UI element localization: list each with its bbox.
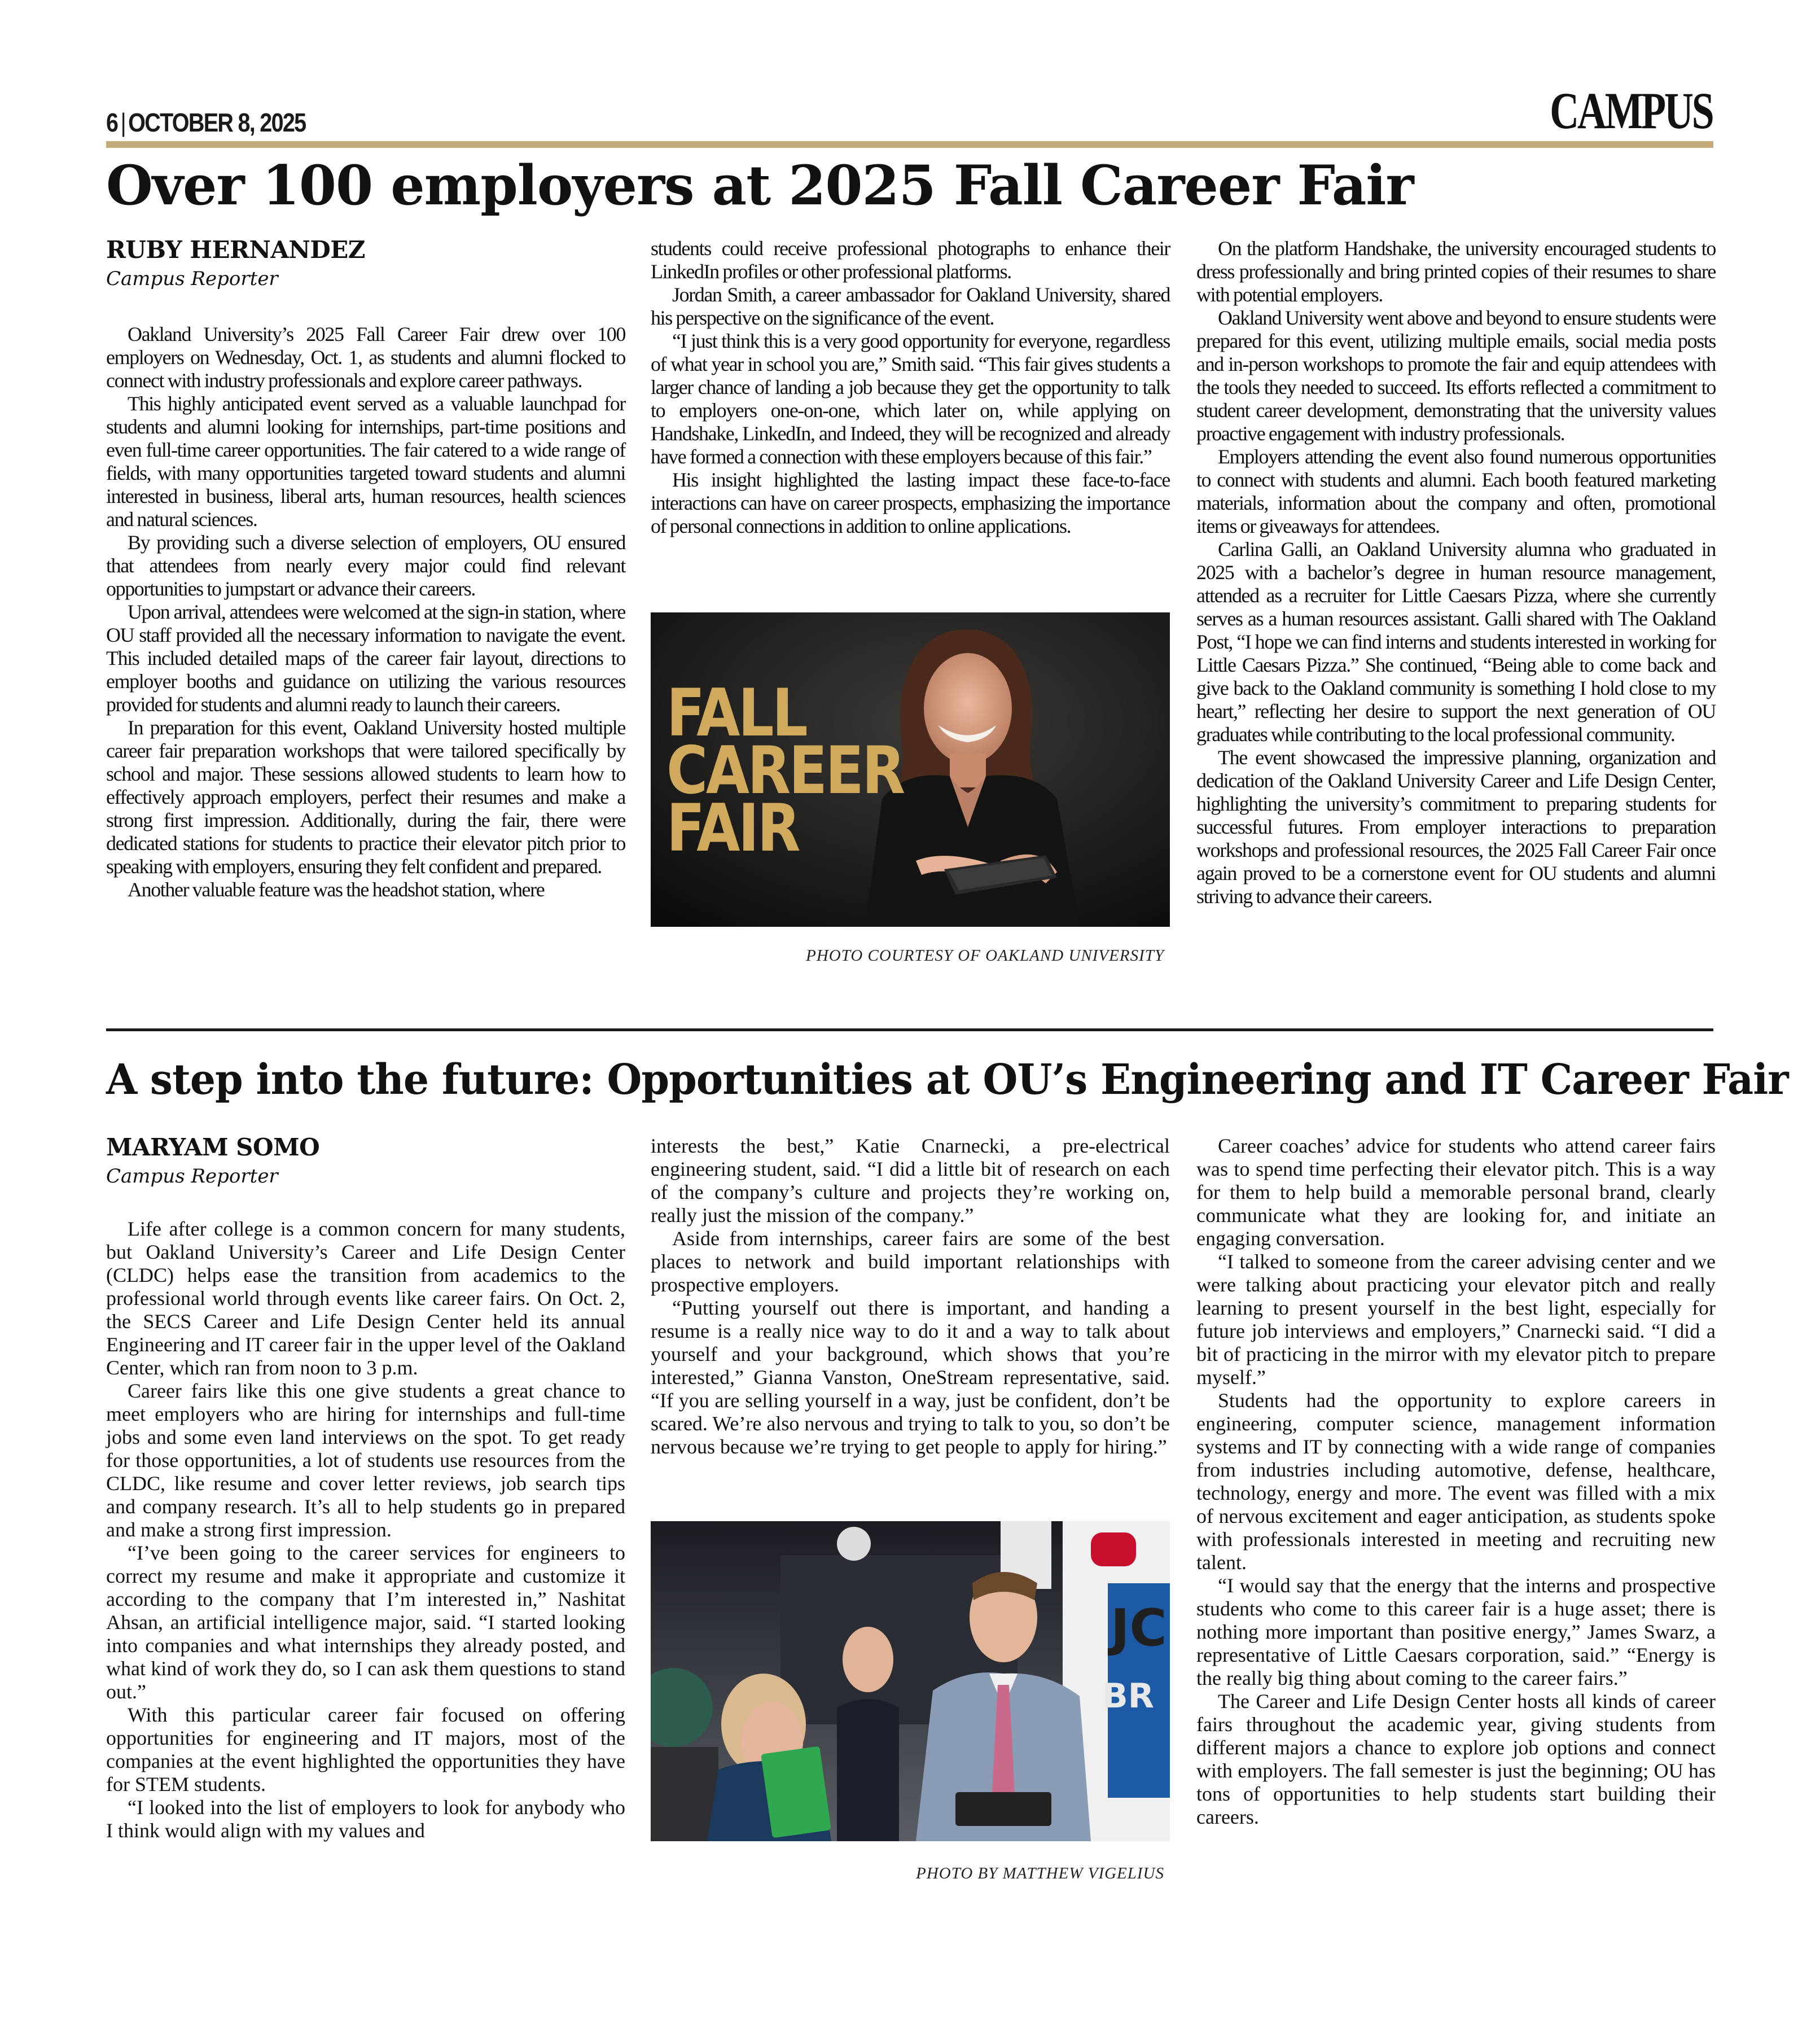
sign-line: CAREER bbox=[666, 733, 904, 809]
paragraph: Carlina Galli, an Oakland University alumna who graduated in 2025 with a bachelor’s degree in human resource management, attended as a recruiter for Little Caesars Pizza, where she currently serves as a human resources assistant. Galli shared with The Oakland Post, “I hope we can find interns and students interested in working for Little Caesars Pizza.” She continued, “Being able to come back and give back to the Oakland community is something I hold close to my heart,” reflecting her desire to support the next generation of OU graduates while contributing to the local professional community. bbox=[1196, 538, 1716, 746]
article2-column-1 bbox=[106, 1218, 625, 1842]
paragraph: By providing such a diverse selection of employers, OU ensured that attendees from nearly every major could find relevant opportunities to jumpstart or advance their careers. bbox=[106, 531, 625, 600]
article1-headline: Over 100 employers at 2025 Fall Career Fair bbox=[106, 154, 1414, 217]
paragraph: Oakland University went above and beyond to ensure students were prepared for this event, utilizing multiple emails, social media posts and in-person workshops to promote the fair and equip attendees with the tools they needed to succeed. Its efforts reflected a commitment to student career development, demonstrating that the university values proactive engagement with industry professionals. bbox=[1196, 306, 1716, 445]
page-number: 6 bbox=[106, 108, 118, 137]
paragraph: “Putting yourself out there is important, and handing a resume is a really nice way to do it and a way to talk about yourself and your background, which shows that you’re interested,” Gianna Vanston, OneStream representative, said. “If you are selling yourself in a way, just be confident, don’t be scared. We’re also nervous and trying to talk to you, so don’t be nervous because we’re trying to get people to apply for hiring.” bbox=[651, 1297, 1170, 1458]
sign-line: FAIR bbox=[666, 790, 799, 866]
svg-text:JC: JC bbox=[1111, 1599, 1167, 1658]
paragraph: Jordan Smith, a career ambassador for Oakland University, shared his perspective on the significance of the event. bbox=[651, 283, 1170, 329]
paragraph: Upon arrival, attendees were welcomed at the sign-in station, where OU staff provided all the necessary information to navigate the event. This included detailed maps of the career fair layout, directions to employer booths and guidance on utilizing the various resources provided for students and alumni ready to launch their careers. bbox=[106, 601, 625, 716]
article1-column-2 bbox=[651, 237, 1170, 538]
paragraph: His insight highlighted the lasting impact these face-to-face interactions can have on career prospects, emphasizing the importance of personal connections in addition to online applications. bbox=[651, 468, 1170, 537]
issue-date: OCTOBER 8, 2025 bbox=[128, 108, 306, 137]
paragraph: Employers attending the event also found numerous opportunities to connect with students and alumni. Each booth featured marketing materials, information about the company and often, promotional items or giveaways for attendees. bbox=[1196, 445, 1716, 537]
paragraph: In preparation for this event, Oakland University hosted multiple career fair preparation workshops that were tailored specifically by school and major. These sessions allowed students to learn how to effectively approach employers, perfect their resumes and make a strong first impression. Additionally, during the fair, there were dedicated stations for students to practice their elevator pitch prior to speaking with employers, ensuring they felt confident and prepared. bbox=[106, 716, 625, 878]
paragraph: interests the best,” Katie Cnarnecki, a pre-electrical engineering student, said. “I did a little bit of research on each of the company’s culture and projects they’re working on, really just the mission of the company.” bbox=[651, 1135, 1170, 1227]
engineering-fair-photo-art bbox=[651, 1521, 1170, 1841]
section-name: CAMPUS bbox=[1550, 82, 1713, 139]
article-divider bbox=[106, 1028, 1713, 1031]
paragraph: Students had the opportunity to explore careers in engineering, computer science, management information systems and IT by connecting with a wide range of companies from industries including automotive, defense, healthcare, technology, energy and more. The event was filled with a mix of nervous excitement and eager anticipation, as students spoke with professionals interested in meeting and recruiting new talent. bbox=[1196, 1389, 1716, 1574]
paragraph: students could receive professional photographs to enhance their LinkedIn profiles or other professional platforms. bbox=[651, 237, 1170, 283]
paragraph: Aside from internships, career fairs are some of the best places to network and build important relationships with prospective employers. bbox=[651, 1227, 1170, 1296]
article1-column-3 bbox=[1196, 237, 1716, 908]
paragraph: The Career and Life Design Center hosts all kinds of career fairs throughout the academic year, giving students from different majors a chance to explore job options and connect with employers. The fall semester is just the beginning; OU has tons of opportunities to help students start building their careers. bbox=[1196, 1690, 1716, 1828]
career-fair-photo bbox=[651, 612, 1170, 927]
paragraph: The event showcased the impressive planning, organization and dedication of the Oakland University Career and Life Design Center, highlighting the university’s commitment to preparing students for successful futures. From employer interactions to preparation workshops and professional resources, the 2025 Fall Career Fair once again proved to be a cornerstone event for OU students and alumni striving to advance their careers. bbox=[1196, 746, 1716, 908]
paragraph: “I looked into the list of employers to look for anybody who I think would align with my values and bbox=[106, 1796, 625, 1842]
svg-text:BR: BR bbox=[1102, 1676, 1154, 1716]
paragraph: This highly anticipated event served as a valuable launchpad for students and alumni looking for internships, part-time positions and even full-time career opportunities. The fair catered to a wide range of fields, with many opportunities targeted toward students and alumni interested in business, liberal arts, human resources, health sciences and natural sciences. bbox=[106, 392, 625, 531]
article1-author: RUBY HERNANDEZ bbox=[106, 236, 365, 264]
article2-column-2 bbox=[651, 1135, 1170, 1459]
photo-caption: PHOTO BY MATTHEW VIGELIUS bbox=[916, 1864, 1164, 1882]
paragraph: “I just think this is a very good opportunity for everyone, regardless of what year in school you are,” Smith said. “This fair gives students a larger chance of landing a job because they get the opportunity to talk to employers one-on-one, which later on, while applying on Handshake, LinkedIn, and Indeed, they will be recognized and already have formed a connection with these employers because of this fair.” bbox=[651, 330, 1170, 468]
article2-headline: A step into the future: Opportunities at OU’s Engineering and IT Career Fair bbox=[106, 1056, 1788, 1104]
article2-column-3 bbox=[1196, 1135, 1716, 1829]
article2-author: MARYAM SOMO bbox=[106, 1133, 320, 1161]
engineering-fair-photo bbox=[651, 1521, 1170, 1841]
paragraph: “I’ve been going to the career services for engineers to correct my resume and make it appropriate and customize it according to the company that I’m interested in,” Nashitat Ahsan, an artificial intelligence major, said. “I started looking into companies and what internships they already posted, and what kind of work they do, so I can ask them questions to stand out.” bbox=[106, 1541, 625, 1703]
paragraph: On the platform Handshake, the university encouraged students to dress professionally and bring printed copies of their resumes to share with potential employers. bbox=[1196, 237, 1716, 306]
paragraph: Oakland University’s 2025 Fall Career Fair drew over 100 employers on Wednesday, Oct. 1, as students and alumni flocked to connect with industry professionals and explore career pathways. bbox=[106, 323, 625, 392]
paragraph: With this particular career fair focused on offering opportunities for engineering and IT majors, most of the companies at the event highlighted the opportunities they have for STEM students. bbox=[106, 1703, 625, 1795]
article1-role: Campus Reporter bbox=[106, 268, 278, 290]
paragraph: Another valuable feature was the headshot station, where bbox=[128, 878, 545, 901]
paragraph: “I talked to someone from the career advising center and we were talking about practicing your elevator pitch and really learning to present yourself in the best light, especially for future job interviews and employers,” Cnarnecki said. “I did a bit of practicing in the mirror with my elevator pitch to prepare myself.” bbox=[1196, 1250, 1716, 1389]
article2-role: Campus Reporter bbox=[106, 1165, 278, 1188]
paragraph: Life after college is a common concern for many students, but Oakland University’s Career and Life Design Center (CLDC) helps ease the transition from academics to the professional world through events like career fairs. On Oct. 2, the SECS Career and Life Design Center held its annual Engineering and IT career fair in the upper level of the Oakland Center, which ran from noon to 3 p.m. bbox=[106, 1218, 625, 1379]
paragraph: Career fairs like this one give students a great chance to meet employers who are hiring for internships and full-time jobs and some even land interviews on the spot. To get ready for those opportunities, a lot of students use resources from the CLDC, like resume and cover letter reviews, job search tips and company research. It’s all to help students go in prepared and make a strong first impression. bbox=[106, 1380, 625, 1541]
page-folio bbox=[106, 107, 305, 138]
folio-separator: | bbox=[120, 108, 126, 137]
fall-career-fair-sign bbox=[666, 675, 904, 866]
paragraph: Career coaches’ advice for students who attend career fairs was to spend time perfecting their elevator pitch. This is a way for them to help build a memorable personal brand, clearly communicate what they are looking for, and initiate an engaging conversation. bbox=[1196, 1135, 1716, 1250]
header-rule bbox=[106, 141, 1713, 148]
article1-column-1 bbox=[106, 323, 625, 901]
paragraph: “I would say that the energy that the interns and prospective students who come to this career fair is a huge asset; there is nothing more important than positive energy,” James Swarz, a representative of Little Caesars corporation, said.” “Energy is the really big thing about coming to the career fairs.” bbox=[1196, 1574, 1716, 1689]
sign-line: FALL bbox=[666, 675, 806, 751]
photo-caption: PHOTO COURTESY OF OAKLAND UNIVERSITY bbox=[806, 947, 1164, 965]
